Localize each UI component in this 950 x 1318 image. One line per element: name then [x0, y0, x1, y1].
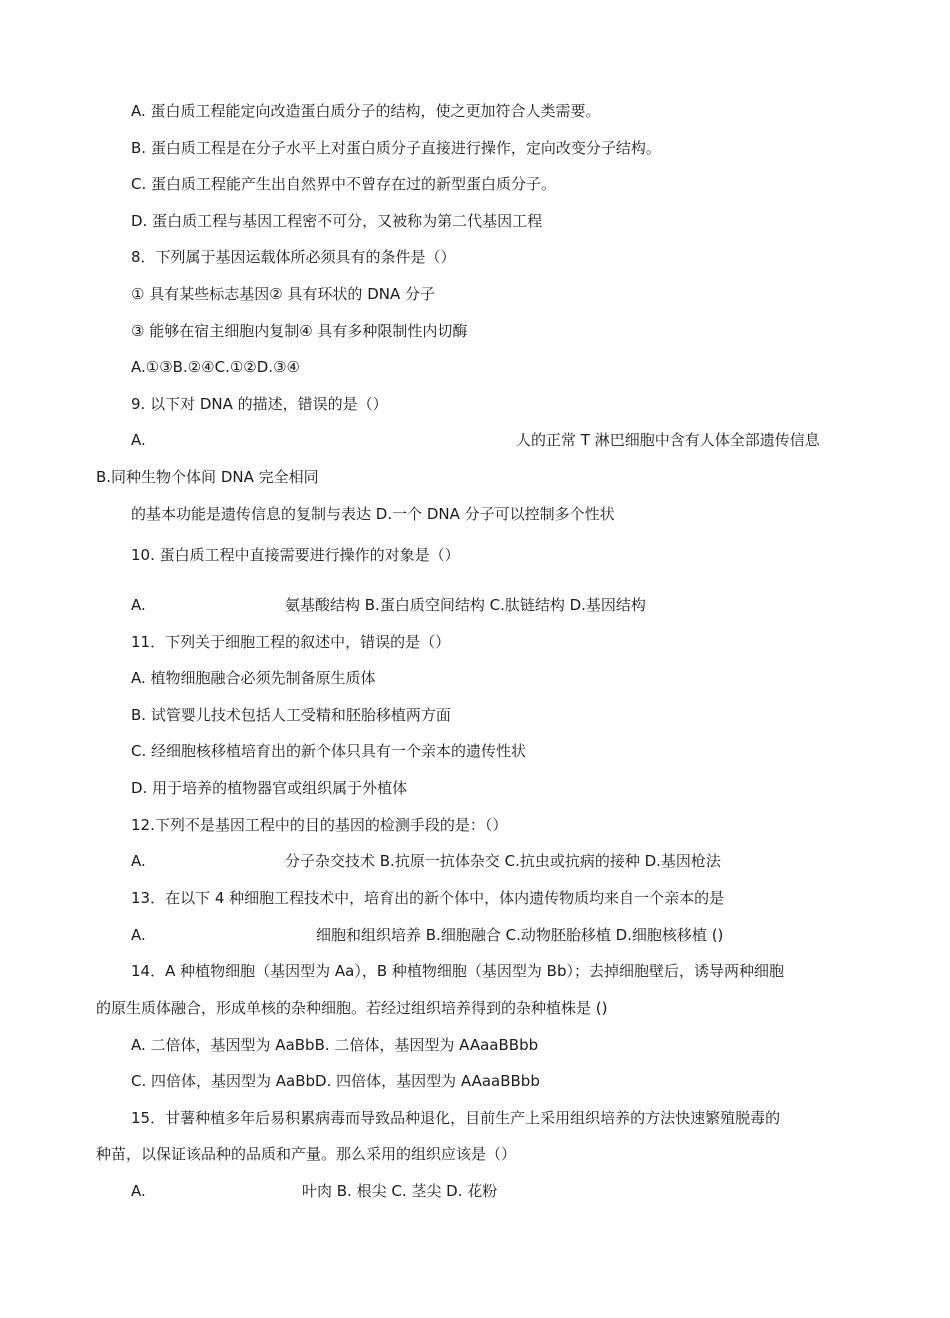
q10-options: 氨基酸结构 B.蛋白质空间结构 C.肽链结构 D.基因结构	[285, 596, 646, 614]
q7-option-b: B. 蛋白质工程是在分子水平上对蛋白质分子直接进行操作，定向改变分子结构。	[131, 139, 661, 157]
q13-option-a-label: A.	[131, 926, 146, 944]
q9-option-b: B.同种生物个体间 DNA 完全相同	[96, 468, 319, 486]
q9-option-a-text: 人的正常 T 淋巴细胞中含有人体全部遗传信息	[516, 431, 820, 449]
q7-option-a: A. 蛋白质工程能定向改造蛋白质分子的结构，使之更加符合人类需要。	[131, 102, 601, 120]
q7-option-d: D. 蛋白质工程与基因工程密不可分，又被称为第二代基因工程	[131, 212, 543, 230]
q11-stem: 11．下列关于细胞工程的叙述中，错误的是（）	[131, 633, 451, 651]
q15-option-a-label: A.	[131, 1182, 146, 1200]
q9-stem: 9. 以下对 DNA 的描述，错误的是（）	[131, 395, 388, 413]
q13-options: 细胞和组织培养 B.细胞融合 C.动物胚胎移植 D.细胞核移植 ()	[316, 926, 724, 944]
q13-stem: 13．在以下 4 种细胞工程技术中，培育出的新个体中，体内遗传物质均来自一个亲本的是	[131, 889, 725, 907]
q12-options: 分子杂交技术 B.抗原一抗体杂交 C.抗虫或抗病的接种 D.基因枪法	[285, 852, 721, 870]
q8-items-2: ③ 能够在宿主细胞内复制④ 具有多种限制性内切酶	[131, 322, 468, 340]
q9-option-c-d: 的基本功能是遗传信息的复制与表达 D.一个 DNA 分子可以控制多个性状	[131, 505, 615, 523]
q11-option-d: D. 用于培养的植物器官或组织属于外植体	[131, 779, 408, 797]
q7-option-c: C. 蛋白质工程能产生出自然界中不曾存在过的新型蛋白质分子。	[131, 175, 557, 193]
q10-option-a-label: A.	[131, 596, 146, 614]
q8-options: A.①③B.②④C.①②D.③④	[131, 358, 300, 376]
q14-options-ab: A. 二倍体，基因型为 AaBbB. 二倍体，基因型为 AAaaBBbb	[131, 1036, 539, 1054]
q11-option-c: C. 经细胞核移植培育出的新个体只具有一个亲本的遗传性状	[131, 742, 527, 760]
q9-option-a-label: A.	[131, 431, 146, 449]
q14-options-cd: C. 四倍体，基因型为 AaBbD. 四倍体，基因型为 AAaaBBbb	[131, 1072, 540, 1090]
q8-stem: 8．下列属于基因运载体所必须具有的条件是（）	[131, 248, 456, 266]
q15-stem-1: 15．甘薯种植多年后易积累病毒而导致品种退化，目前生产上采用组织培养的方法快速繁殖脱毒的	[131, 1109, 781, 1127]
q12-option-a-label: A.	[131, 852, 146, 870]
q11-option-b: B. 试管婴儿技术包括人工受精和胚胎移植两方面	[131, 706, 451, 724]
q15-stem-2: 种苗，以保证该品种的品质和产量。那么采用的组织应该是（）	[96, 1145, 517, 1163]
q14-stem-1: 14．A 种植物细胞（基因型为 Aa），B 种植物细胞（基因型为 Bb）；去掉细胞壁后，诱导两种细胞	[131, 962, 784, 980]
q14-stem-2: 的原生质体融合，形成单核的杂种细胞。若经过组织培养得到的杂种植株是 ()	[96, 999, 608, 1017]
q12-stem: 12.下列不是基因工程中的目的基因的检测手段的是：（）	[131, 816, 508, 834]
q11-option-a: A. 植物细胞融合必须先制备原生质体	[131, 669, 376, 687]
q8-items-1: ① 具有某些标志基因② 具有环状的 DNA 分子	[131, 285, 436, 303]
q15-options: 叶肉 B. 根尖 C. 茎尖 D. 花粉	[302, 1182, 498, 1200]
q10-stem: 10. 蛋白质工程中直接需要进行操作的对象是（）	[131, 546, 460, 564]
